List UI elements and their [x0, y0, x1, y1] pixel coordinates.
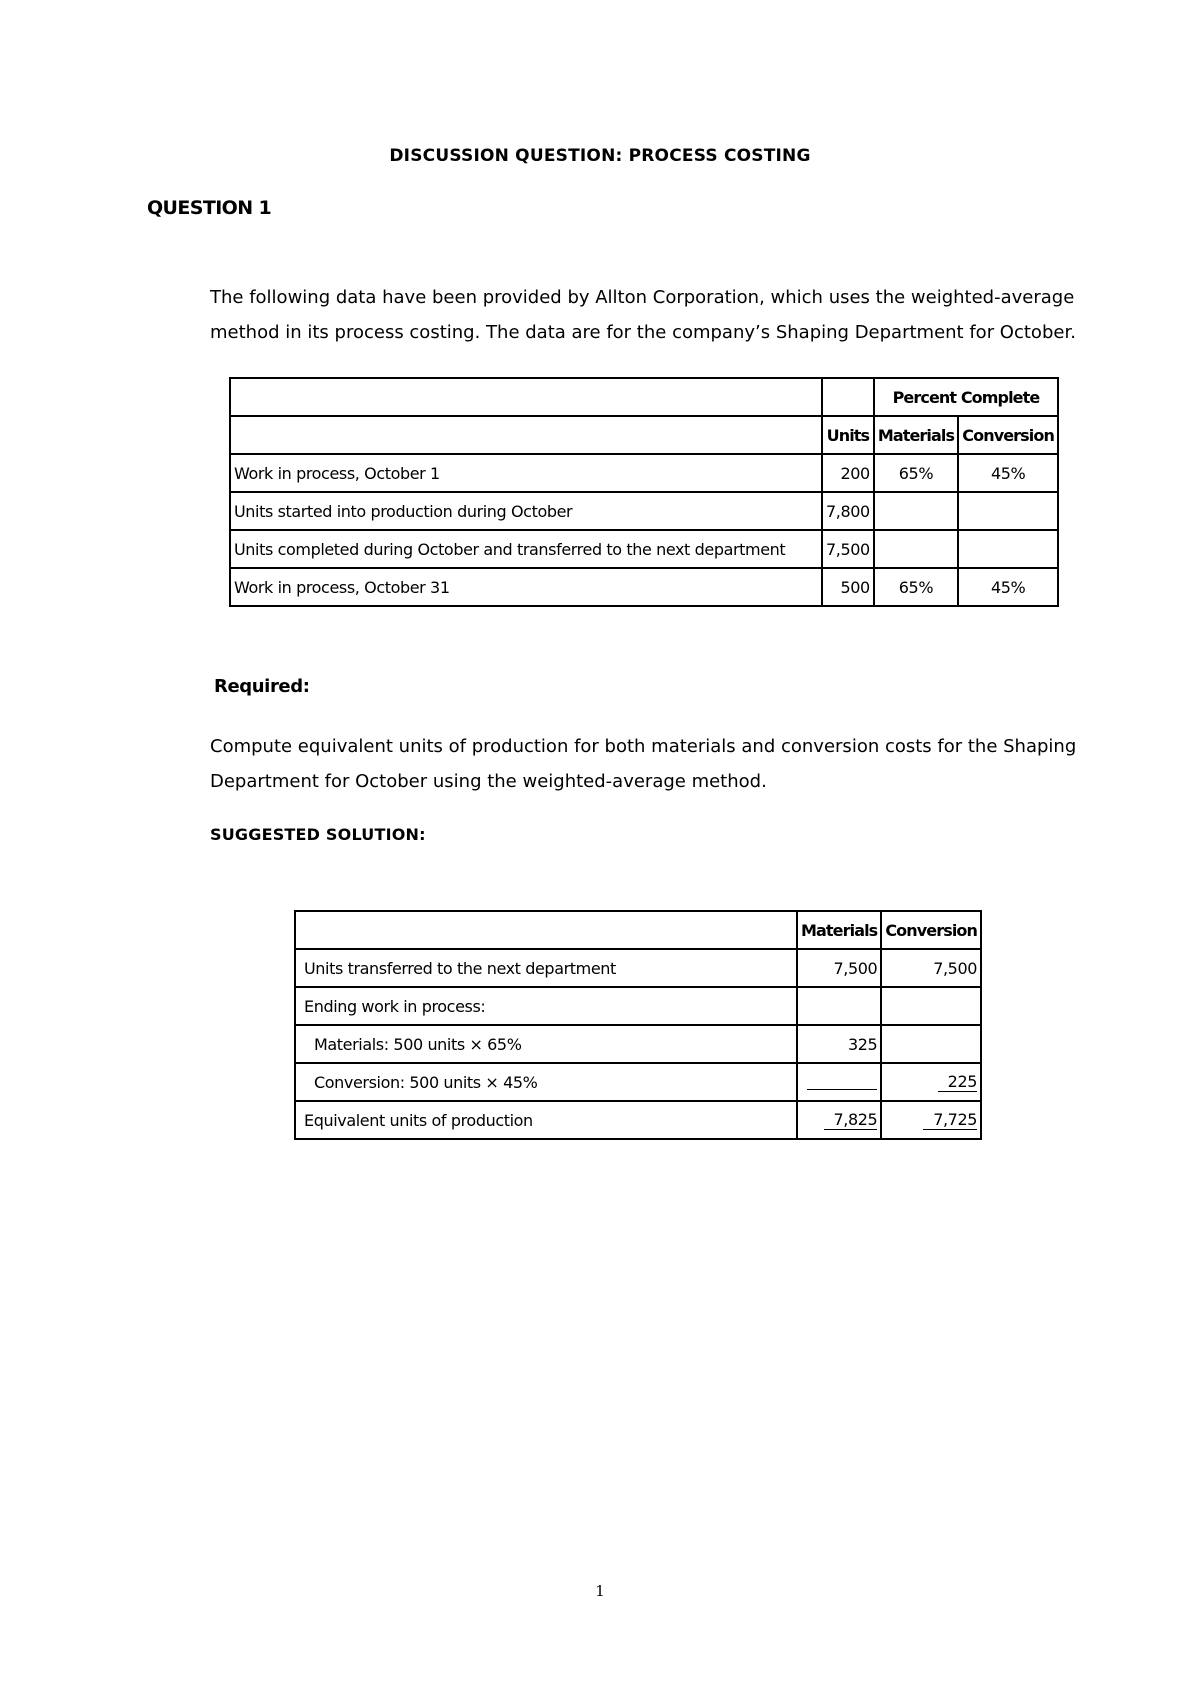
materials-value	[874, 492, 958, 530]
data-table-header-row-1	[230, 378, 1058, 416]
solution-heading: SUGGESTED SOLUTION:	[210, 825, 426, 844]
row-label: Conversion: 500 units × 45%	[295, 1063, 797, 1101]
document-title: DISCUSSION QUESTION: PROCESS COSTING	[389, 146, 811, 166]
conversion-total-cell	[881, 1101, 981, 1139]
materials-value-cell	[797, 1063, 881, 1101]
conversion-value-cell	[881, 1063, 981, 1101]
solution-table	[294, 910, 982, 1140]
units-value: 200	[822, 454, 874, 492]
row-label: Units completed during October and transferred to the next department	[230, 530, 822, 568]
table-row	[295, 1101, 981, 1139]
solution-header-row	[295, 911, 981, 949]
materials-value: 65%	[874, 568, 958, 606]
conversion-total: 7,725	[923, 1111, 977, 1130]
conversion-header: Conversion	[958, 416, 1058, 454]
table-row	[230, 492, 1058, 530]
units-header: Units	[822, 416, 874, 454]
data-table	[229, 377, 1059, 607]
row-label: Ending work in process:	[295, 987, 797, 1025]
units-value: 500	[822, 568, 874, 606]
conversion-value	[958, 492, 1058, 530]
units-value: 7,500	[822, 530, 874, 568]
materials-header: Materials	[797, 911, 881, 949]
materials-total: 7,825	[824, 1111, 878, 1130]
row-label: Units started into production during October	[230, 492, 822, 530]
empty-cell	[822, 378, 874, 416]
table-row	[295, 1063, 981, 1101]
row-label: Units transferred to the next department	[295, 949, 797, 987]
materials-total-cell	[797, 1101, 881, 1139]
underline-blank	[807, 1071, 877, 1090]
conversion-value	[881, 1025, 981, 1063]
row-label: Materials: 500 units × 65%	[295, 1025, 797, 1063]
table-row	[230, 454, 1058, 492]
data-table-header-row-2	[230, 416, 1058, 454]
question-heading: QUESTION 1	[147, 197, 272, 219]
units-value: 7,800	[822, 492, 874, 530]
conversion-value	[881, 987, 981, 1025]
row-label: Work in process, October 1	[230, 454, 822, 492]
table-row	[230, 568, 1058, 606]
conversion-value: 225	[938, 1073, 977, 1092]
required-text: Compute equivalent units of production for both materials and conversion costs for the Shaping Department for October using the weighted-average method.	[210, 736, 1077, 792]
table-row	[295, 1025, 981, 1063]
row-label: Work in process, October 31	[230, 568, 822, 606]
empty-cell	[230, 378, 822, 416]
conversion-value: 45%	[958, 454, 1058, 492]
table-row	[295, 949, 981, 987]
materials-value: 325	[797, 1025, 881, 1063]
page-number: 1	[595, 1582, 605, 1600]
table-row	[230, 530, 1058, 568]
materials-value	[874, 530, 958, 568]
conversion-header: Conversion	[881, 911, 981, 949]
empty-cell	[230, 416, 822, 454]
conversion-value: 7,500	[881, 949, 981, 987]
row-label: Equivalent units of production	[295, 1101, 797, 1139]
materials-value	[797, 987, 881, 1025]
required-heading: Required:	[214, 676, 310, 697]
conversion-value: 45%	[958, 568, 1058, 606]
table-row	[295, 987, 981, 1025]
materials-value: 7,500	[797, 949, 881, 987]
materials-value: 65%	[874, 454, 958, 492]
empty-cell	[295, 911, 797, 949]
percent-complete-header: Percent Complete	[874, 378, 1058, 416]
conversion-value	[958, 530, 1058, 568]
intro-paragraph: The following data have been provided by Allton Corporation, which uses the weighted-average method in its process costing. The data are for the company’s Shaping Department for October.	[210, 287, 1076, 343]
materials-header: Materials	[874, 416, 958, 454]
